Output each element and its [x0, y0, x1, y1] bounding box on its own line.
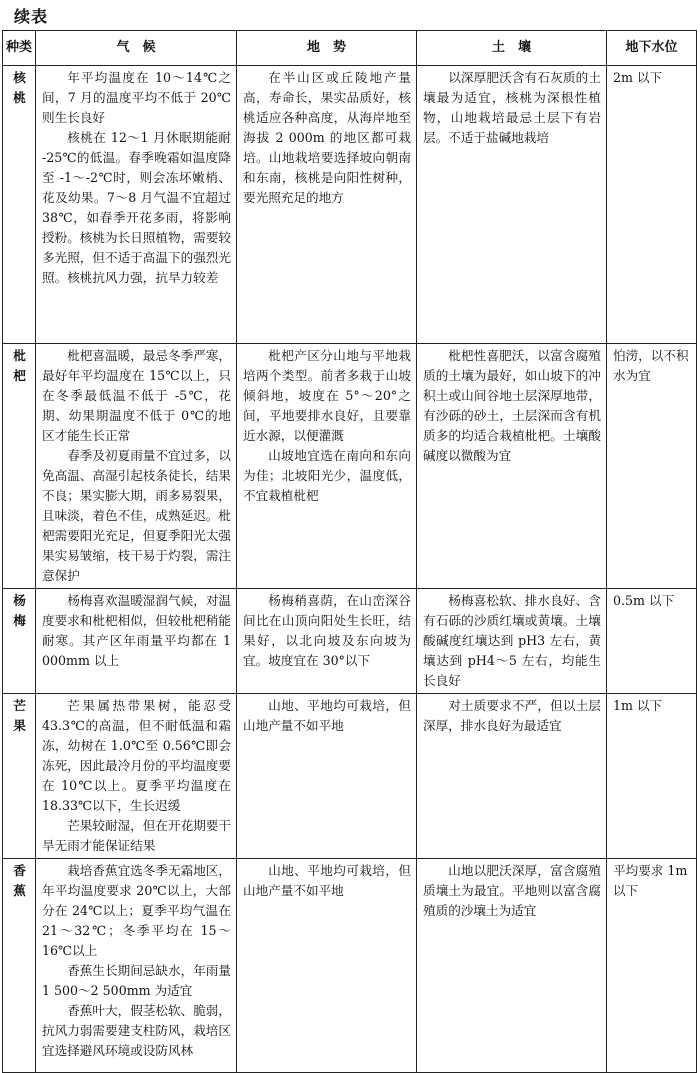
- header-type: 种类: [3, 31, 36, 66]
- terrain-paragraph: 在半山区或丘陵地产量高，寿命长，果实品质好，核桃适应各种高度，从海岸地至海拔 2 000m 的地区都可栽培。山地栽培要选择坡向朝南和东南，核桃是向阳性树种，要光照充足的地方: [243, 70, 411, 205]
- table-row: [3, 589, 697, 694]
- terrain-cell: [237, 859, 417, 1073]
- soil-paragraph: 以深厚肥沃含有石灰质的土壤最为适宜，核桃为深根性植物，山地栽培最忌土层下有岩层。不适于盐碱地栽培: [423, 70, 601, 145]
- soil-cell: [417, 694, 607, 859]
- climate-cell: [36, 859, 237, 1073]
- header-soil: 土 壤: [417, 31, 607, 66]
- header-water-table: 地下水位: [607, 31, 697, 66]
- header-climate: 气 候: [36, 31, 237, 66]
- soil-paragraph: 山地以肥沃深厚，富含腐殖质壤土为最宜。平地则以富含腐殖质的沙壤土为适宜: [423, 863, 601, 918]
- fruit-type-char: 核: [13, 70, 26, 85]
- climate-cell: [36, 66, 237, 344]
- fruit-type-char: 桃: [13, 90, 26, 105]
- climate-paragraph: 年平均温度在 10～14℃之间，7 月的温度平均不低于 20℃则生长良好: [42, 70, 231, 125]
- climate-cell: [36, 589, 237, 694]
- table-caption: 续表: [14, 7, 49, 26]
- fruit-type-cell: [3, 694, 36, 859]
- cultivation-conditions-table: [2, 30, 697, 1073]
- terrain-paragraph: 枇杷产区分山地与平地栽培两个类型。前者多栽于山坡倾斜地，坡度在 5°～20°之间，平地要排水良好，且要靠近水源，以便灌溉: [243, 348, 411, 443]
- water-table-cell: 0.5m 以下: [607, 589, 697, 694]
- fruit-type-char: 果: [13, 718, 26, 733]
- terrain-cell: [237, 66, 417, 344]
- climate-cell: [36, 344, 237, 589]
- fruit-type-char: 枇: [13, 348, 26, 363]
- climate-paragraph: 芒果较耐湿，但在开花期要干旱无雨才能保证结果: [42, 818, 231, 853]
- climate-paragraph: 春季及初夏雨量不宜过多，以免高温、高湿引起枝条徒长，结果不良；果实膨大期，雨多易裂果，且味淡，着色不佳，成熟延迟。枇杷需要阳光充足，但夏季阳光太强果实易皱缩，枝干易于灼裂，需注意保护: [42, 448, 231, 583]
- terrain-paragraph: 杨梅稍喜荫，在山峦深谷间比在山顶向阳处生长旺，结果好，以北向坡及东向坡为宜。坡度宜在 30°以下: [243, 593, 411, 668]
- water-table-cell: 1m 以下: [607, 694, 697, 859]
- fruit-type-cell: [3, 344, 36, 589]
- fruit-type-cell: [3, 66, 36, 344]
- fruit-type-char: 梅: [13, 613, 26, 628]
- fruit-type-char: 香: [13, 863, 26, 878]
- water-table-cell: 怕涝，以不积水为宜: [607, 344, 697, 589]
- fruit-type-char: 芒: [13, 698, 26, 713]
- climate-paragraph: 香蕉生长期间忌缺水，年雨量 1 500～2 500mm 为适宜: [42, 963, 231, 998]
- climate-paragraph: 栽培香蕉宜选冬季无霜地区，年平均温度要求 20℃以上，大部分在 24℃以上；夏季平均气温在 21～32℃；冬季平均在 15～16℃以上: [42, 863, 231, 958]
- terrain-paragraph: 山地、平地均可栽培，但山地产量不如平地: [243, 863, 411, 898]
- terrain-cell: [237, 344, 417, 589]
- fruit-type-cell: [3, 859, 36, 1073]
- table-row: [3, 66, 697, 344]
- terrain-cell: [237, 589, 417, 694]
- soil-paragraph: 对土质要求不严，但以土层深厚，排水良好为最适宜: [423, 698, 601, 733]
- soil-cell: [417, 66, 607, 344]
- terrain-paragraph: 山坡地宜选在南向和东向为佳；北坡阳光少，温度低，不宜栽植枇杷: [243, 448, 411, 503]
- climate-paragraph: 杨梅喜欢温暖湿润气候，对温度要求和枇杷相似，但较枇杷稍能耐寒。其产区年雨量平均都在 1 000mm 以上: [42, 593, 231, 668]
- soil-paragraph: 枇杷性喜肥沃，以富含腐殖质的土壤为最好，如山坡下的冲积土或山间谷地土层深厚地带，有沙砾的砂土，土层深而含有机质多的均适合栽植枇杷。土壤酸碱度以微酸为宜: [423, 348, 601, 463]
- table-row: [3, 344, 697, 589]
- soil-paragraph: 杨梅喜松软、排水良好、含有石砾的沙质红壤或黄壤。土壤酸碱度红壤达到 pH3 左右，黄壤达到 pH4～5 左右，均能生长良好: [423, 593, 601, 688]
- soil-cell: [417, 344, 607, 589]
- climate-cell: [36, 694, 237, 859]
- terrain-paragraph: 山地、平地均可栽培，但山地产量不如平地: [243, 698, 411, 733]
- table-row: [3, 694, 697, 859]
- header-terrain: 地 势: [237, 31, 417, 66]
- terrain-cell: [237, 694, 417, 859]
- soil-cell: [417, 859, 607, 1073]
- climate-paragraph: 核桃在 12～1 月休眠期能耐 -25℃的低温。春季晚霜如温度降至 -1～-2℃时，则会冻坏嫩梢、花及幼果。7～8 月气温不宜超过 38℃，如春季开花多雨，将影响授粉。核桃为长日照植物，需要较多光照，但不适于高温下的强烈光照。核桃抗风力强，抗旱力较差: [42, 130, 231, 285]
- fruit-type-char: 杨: [13, 593, 26, 608]
- water-table-cell: 平均要求 1m 以下: [607, 859, 697, 1073]
- fruit-type-char: 杷: [13, 368, 26, 383]
- climate-paragraph: 香蕉叶大，假茎松软、脆弱，抗风力弱需要建支柱防风，栽培区宜选择避风环境或设防风林: [42, 1003, 231, 1058]
- header-row: [3, 31, 697, 66]
- fruit-type-cell: [3, 589, 36, 694]
- soil-cell: [417, 589, 607, 694]
- water-table-cell: 2m 以下: [607, 66, 697, 344]
- table-row: [3, 859, 697, 1073]
- climate-paragraph: 枇杷喜温暖，最忌冬季严寒，最好年平均温度在 15℃以上，只在冬季最低温不低于 -5℃，花期、幼果期温度不低于 0℃的地区才能生长正常: [42, 348, 231, 443]
- fruit-type-char: 蕉: [13, 883, 26, 898]
- climate-paragraph: 芒果属热带果树，能忍受 43.3℃的高温，但不耐低温和霜冻，幼树在 1.0℃至 0.56℃即会冻死，因此最冷月份的平均温度要在 10℃以上。夏季平均温度在 18.33℃以下，生长迟缓: [42, 698, 231, 813]
